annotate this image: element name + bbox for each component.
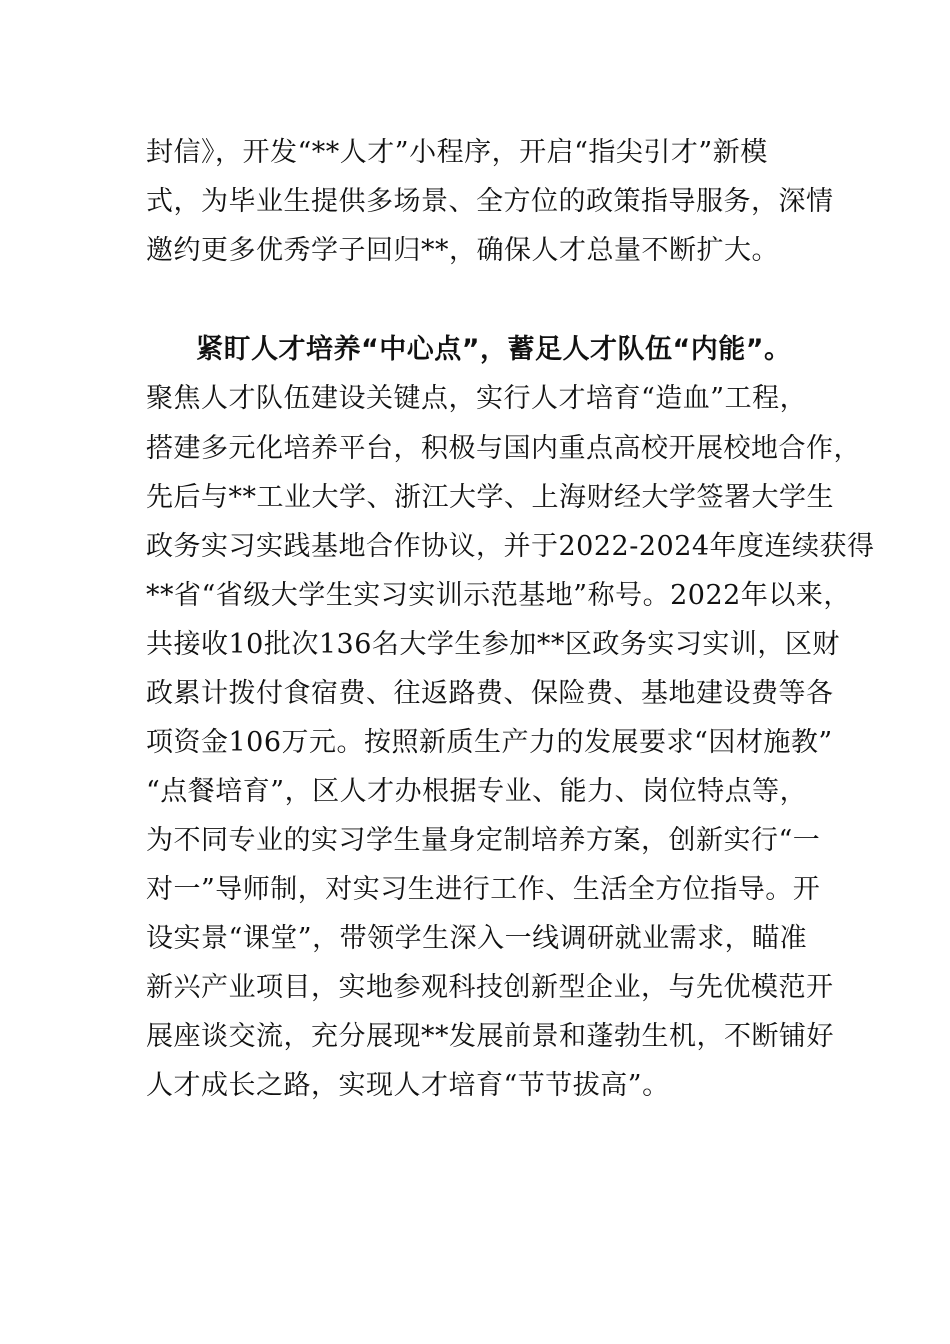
paragraph-2-line-15: 人才成长之路，实现人才培育“节节拔高”。 — [146, 1070, 670, 1101]
paragraph-1-line-1: 封信》，开发“**人才”小程序，开启“指尖引才”新模 — [146, 137, 768, 168]
section-heading: 紧盯人才培养“中心点”，蓄足人才队伍“内能”。 — [196, 334, 792, 365]
paragraph-2-line-8: 项资金106万元。按照新质生产力的发展要求“因材施教” — [146, 727, 833, 758]
paragraph-2-line-3: 先后与**工业大学、浙江大学、上海财经大学签署大学生 — [146, 482, 834, 513]
paragraph-2-line-10: 为不同专业的实习学生量身定制培养方案，创新实行“一 — [146, 825, 821, 856]
paragraph-2-line-5: **省“省级大学生实习实训示范基地”称号。2022年以来， — [146, 580, 851, 611]
paragraph-2-line-9: “点餐培育”，区人才办根据专业、能力、岗位特点等， — [146, 776, 808, 807]
paragraph-1-line-3: 邀约更多优秀学子回归**，确保人才总量不断扩大。 — [146, 235, 779, 266]
paragraph-2-line-2: 搭建多元化培养平台，积极与国内重点高校开展校地合作， — [146, 433, 861, 464]
paragraph-2-line-4: 政务实习实践基地合作协议，并于2022-2024年度连续获得 — [146, 531, 875, 562]
paragraph-2-line-14: 展座谈交流，充分展现**发展前景和蓬勃生机，不断铺好 — [146, 1021, 834, 1052]
paragraph-1-line-2: 式，为毕业生提供多场景、全方位的政策指导服务，深情 — [146, 186, 834, 217]
paragraph-2-line-11: 对一”导师制，对实习生进行工作、生活全方位指导。开 — [146, 874, 821, 905]
paragraph-2-line-12: 设实景“课堂”，带领学生深入一线调研就业需求，瞄准 — [146, 923, 808, 954]
paragraph-2-line-7: 政累计拨付食宿费、往返路费、保险费、基地建设费等各 — [146, 678, 834, 709]
paragraph-2-line-6: 共接收10批次136名大学生参加**区政务实习实训，区财 — [146, 629, 840, 660]
paragraph-2-line-1: 聚焦人才队伍建设关键点，实行人才培育“造血”工程， — [146, 383, 808, 414]
paragraph-2-line-13: 新兴产业项目，实地参观科技创新型企业，与先优模范开 — [146, 972, 834, 1003]
